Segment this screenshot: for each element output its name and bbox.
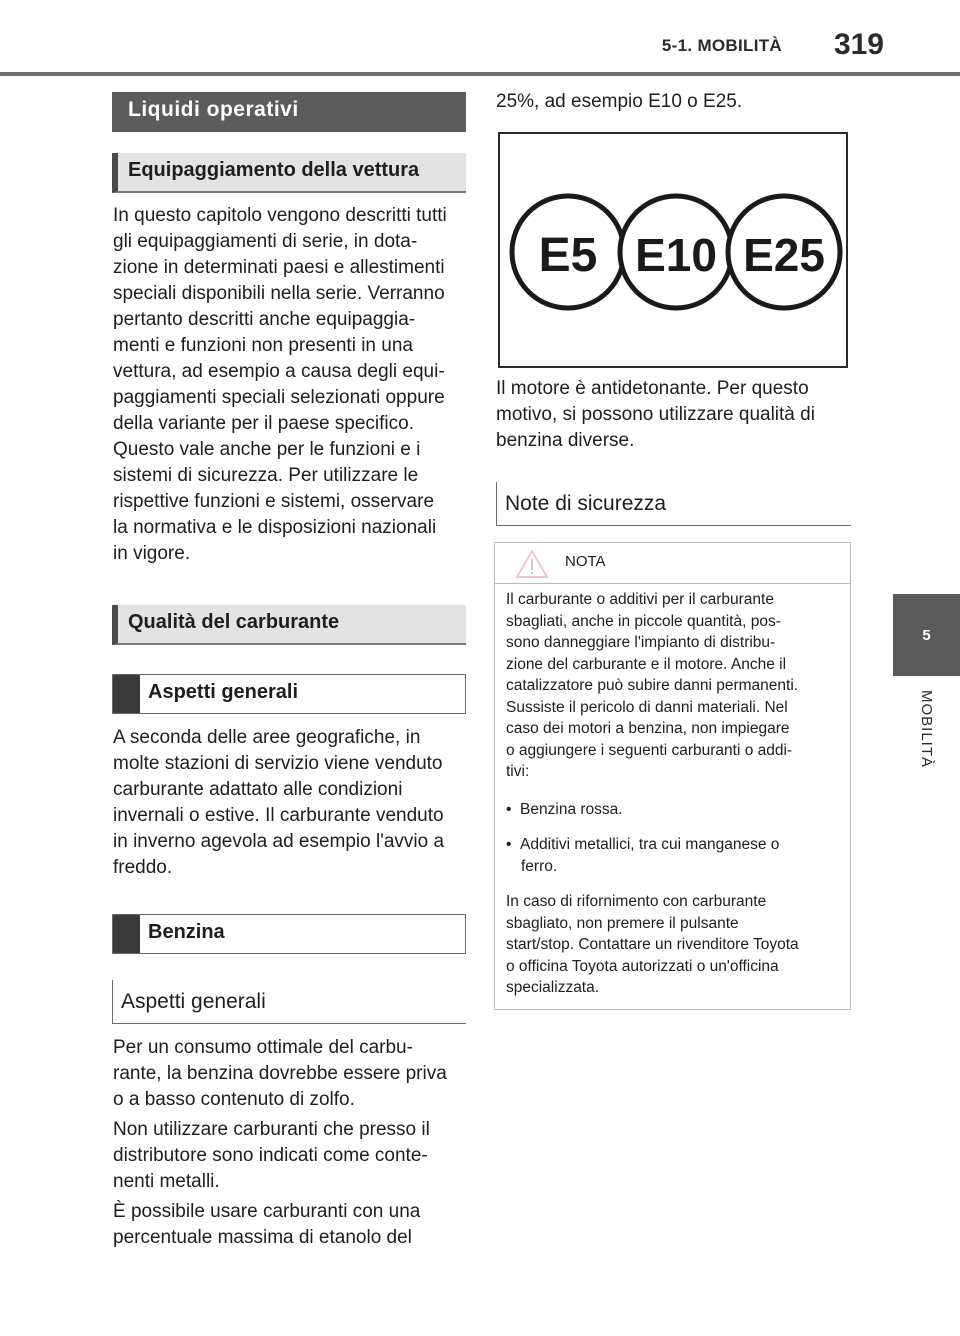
note-bullet-1 — [506, 799, 623, 821]
bullet-text: ferro. — [521, 857, 558, 875]
text-line: È possibile usare carburanti con una — [113, 1201, 421, 1222]
text-line: zione in determinati paesi e allestimenti — [113, 257, 445, 278]
petrol-paragraph-2 — [113, 1117, 463, 1195]
text-line: specializzata. — [506, 979, 600, 996]
text-line: in inverno agevola ad esempio l'avvio a — [113, 831, 445, 852]
note-title: NOTA — [565, 553, 606, 570]
bullet-text: Additivi metallici, tra cui manganese o — [520, 836, 780, 853]
header-divider — [0, 72, 960, 76]
text-line: rispettive funzioni e sistemi, osservare — [113, 491, 435, 512]
text-line: Non utilizzare carburanti che presso il — [113, 1119, 430, 1140]
text-line: caso dei motori a benzina, non impiegare — [506, 720, 790, 737]
note-paragraph-1 — [506, 589, 798, 783]
text-line: benzina diverse. — [496, 430, 635, 451]
text-line: gli equipaggiamenti di serie, in dota- — [113, 231, 418, 252]
heading-note-di-sicurezza: Note di sicurezza — [496, 482, 851, 526]
label-e5-text: E5 — [538, 229, 598, 282]
label-e5 — [512, 196, 624, 308]
heading-benzina — [112, 914, 466, 954]
label-e10 — [620, 196, 732, 308]
text-line: speciali disponibili nella serie. Verranno — [113, 283, 445, 304]
heading-label: Aspetti generali — [148, 681, 299, 703]
text-line: In caso di rifornimento con carburante — [506, 893, 767, 910]
text-line: Per un consumo ottimale del carbu- — [113, 1037, 413, 1058]
chapter-tab[interactable] — [893, 594, 960, 676]
continuation-line: 25%, ad esempio E10 o E25. — [496, 91, 743, 112]
text-line: nenti metalli. — [113, 1171, 220, 1192]
text-line: la normativa e le disposizioni nazionali — [113, 517, 437, 538]
note-bullet-2 — [506, 834, 779, 877]
general-paragraph — [113, 725, 463, 881]
label-e10-text: E10 — [635, 229, 717, 281]
text-line: Il motore è antidetonante. Per questo — [496, 378, 809, 399]
text-line: paggiamenti speciali selezionati oppure — [113, 387, 445, 408]
text-line: sbagliati, anche in piccole quantità, pos- — [506, 612, 781, 630]
note-header — [495, 543, 850, 584]
warning-triangle-icon — [515, 549, 549, 579]
bullet-dot: • — [506, 801, 521, 818]
intro-paragraph — [113, 203, 463, 567]
text-line: pertanto descritti anche equipaggia- — [113, 309, 416, 330]
text-line: catalizzatore può subire danni permanenti. — [506, 677, 799, 694]
ethanol-labels-figure — [498, 132, 848, 368]
text-line: invernali o estive. Il carburante venduto — [113, 805, 444, 826]
text-line: percentuale massima di etanolo del — [113, 1227, 412, 1248]
page-number: 319 — [833, 28, 884, 61]
heading-aspetti-generali — [112, 674, 466, 714]
text-line: zione del carburante e il motore. Anche il — [506, 655, 787, 673]
text-line: freddo. — [113, 857, 173, 878]
text-line: sono danneggiare l'impianto di distribu- — [506, 634, 776, 651]
heading-marker — [113, 915, 140, 953]
text-line: motivo, si possono utilizzare qualità di — [496, 404, 815, 425]
petrol-paragraph-1 — [113, 1035, 463, 1113]
chapter-label — [893, 690, 960, 810]
section-title: 5-1. MOBILITÀ — [661, 36, 782, 55]
text-line: start/stop. Contattare un rivenditore Toyota — [506, 936, 799, 953]
text-line: menti e funzioni non presenti in una — [113, 335, 413, 356]
text-line: molte stazioni di servizio viene venduto — [113, 753, 443, 774]
label-e25 — [728, 196, 840, 308]
heading-benzina-aspetti-generali: Aspetti generali — [112, 980, 466, 1024]
bullet-dot: • — [506, 836, 521, 853]
bullet-text: Benzina rossa. — [520, 801, 623, 818]
text-line: tivi: — [506, 763, 530, 780]
text-line: della variante per il paese specifico. — [113, 413, 415, 434]
heading-equipaggiamento: Equipaggiamento della vettura — [112, 153, 466, 193]
text-line: carburante adattato alle condizioni — [113, 779, 403, 800]
note-paragraph-2 — [506, 891, 799, 999]
text-line: o aggiungere i seguenti carburanti o addi- — [506, 741, 793, 759]
petrol-paragraph-3 — [113, 1199, 463, 1251]
text-line: rante, la benzina dovrebbe essere priva — [113, 1063, 447, 1084]
heading-marker — [113, 675, 140, 713]
after-figure-paragraph — [496, 376, 851, 454]
note-box — [494, 542, 851, 1010]
text-line: Sussiste il pericolo di danni materiali. Nel — [506, 698, 788, 716]
text-line: distributore sono indicati come conte- — [113, 1145, 428, 1166]
heading-label: Benzina — [148, 921, 225, 943]
text-line: vettura, ad esempio a causa degli equi- — [113, 361, 445, 382]
label-e25-text: E25 — [743, 229, 825, 281]
heading-qualita-carburante: Qualità del carburante — [112, 605, 466, 645]
ethanol-labels-svg — [500, 134, 846, 366]
text-line: Questo vale anche per le funzioni e i — [113, 439, 421, 460]
text-line: in vigore. — [113, 543, 191, 564]
text-line: o a basso contenuto di zolfo. — [113, 1089, 355, 1110]
chapter-number: 5 — [922, 626, 931, 644]
text-line: A seconda delle aree geografiche, in — [113, 727, 421, 748]
text-line: sistemi di sicurezza. Per utilizzare le — [113, 465, 419, 486]
text-line: sbagliato, non premere il pulsante — [506, 914, 739, 932]
heading-liquidi-operativi: Liquidi operativi — [112, 92, 466, 132]
text-line: In questo capitolo vengono descritti tutti — [113, 205, 447, 226]
text-line: o officina Toyota autorizzati o un'officina — [506, 957, 779, 975]
chapter-label-text: MOBILITÀ — [918, 690, 935, 769]
text-line: Il carburante o additivi per il carburante — [506, 591, 774, 608]
